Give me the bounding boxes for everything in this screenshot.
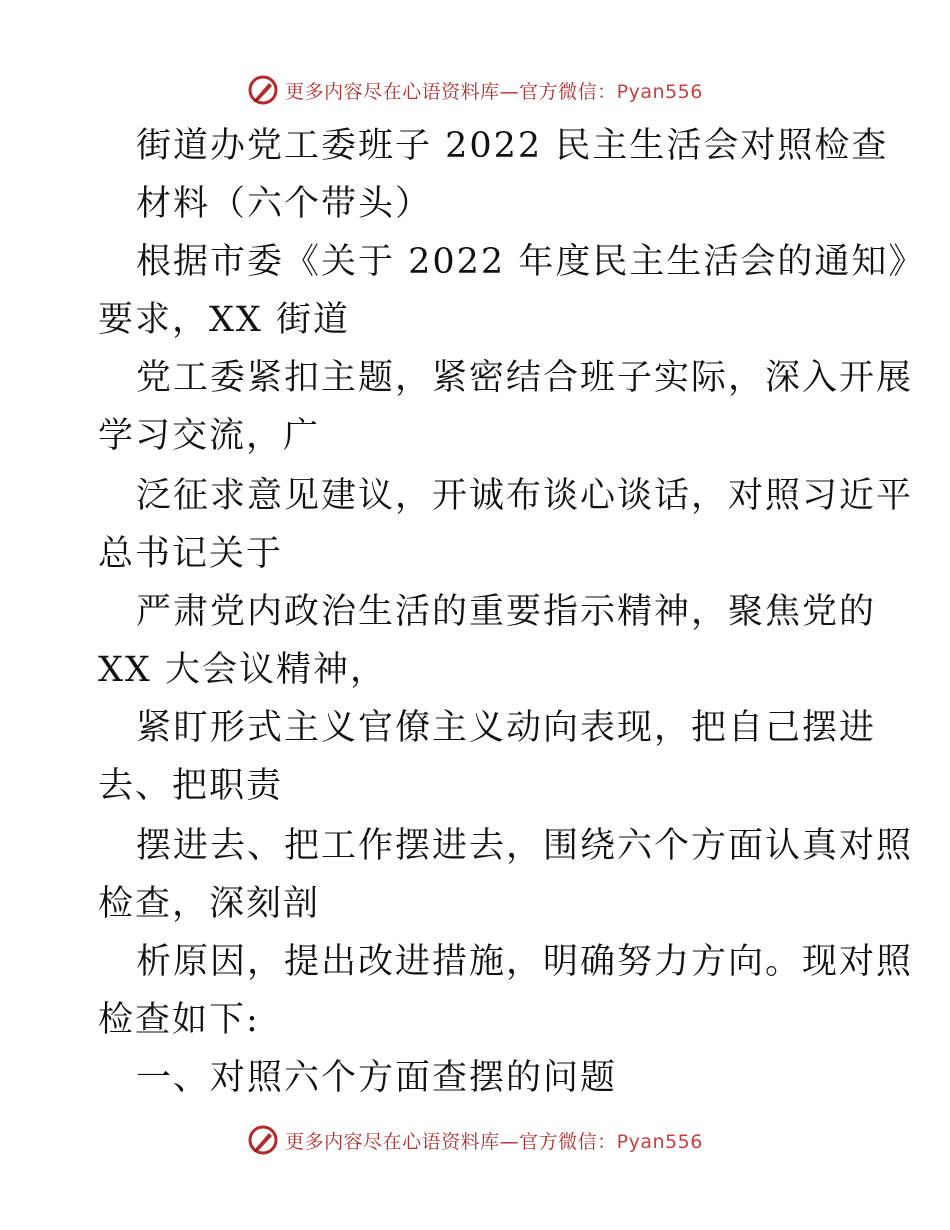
paragraph-line: 紧盯形式主义官僚主义动向表现，把自己摆进 [136, 708, 877, 748]
paragraph-line: 严肃党内政治生活的重要指示精神，聚焦党的 [136, 592, 877, 632]
paragraph-line: 析原因，提出改进措施，明确努力方向。现对照 [136, 942, 914, 982]
watermark-text: 更多内容尽在心语资料库—官方微信：Pyan556 [285, 1130, 703, 1153]
watermark-text: 更多内容尽在心语资料库—官方微信：Pyan556 [285, 80, 703, 103]
paragraph-line: 去、把职责 [98, 766, 284, 806]
paragraph-line: 检查，深刻剖 [98, 884, 321, 924]
header-watermark [0, 70, 950, 110]
paragraph-line: 检查如下: [98, 1000, 260, 1040]
doc-title-line-1: 街道办党工委班子 2022 民主生活会对照检查 [136, 126, 889, 166]
paragraph-line: 根据市委《关于 2022 年度民主生活会的通知》 [136, 242, 926, 282]
section-heading: 一、对照六个方面查摆的问题 [136, 1058, 618, 1098]
doc-title-line-2: 材料（六个带头） [136, 184, 433, 224]
paragraph-line: 摆进去、把工作摆进去，围绕六个方面认真对照 [136, 826, 914, 866]
paragraph-line: 总书记关于 [98, 534, 284, 574]
paragraph-line: XX 大会议精神， [98, 650, 387, 690]
pen-logo-icon [247, 74, 279, 106]
paragraph-line: 党工委紧扣主题，紧密结合班子实际，深入开展 [136, 358, 914, 398]
footer-watermark [0, 1120, 950, 1160]
paragraph-line: 泛征求意见建议，开诚布谈心谈话，对照习近平 [136, 476, 914, 516]
paragraph-line: 要求，XX 街道 [98, 300, 350, 340]
paragraph-line: 学习交流，广 [98, 416, 321, 456]
pen-logo-icon [247, 1124, 279, 1156]
